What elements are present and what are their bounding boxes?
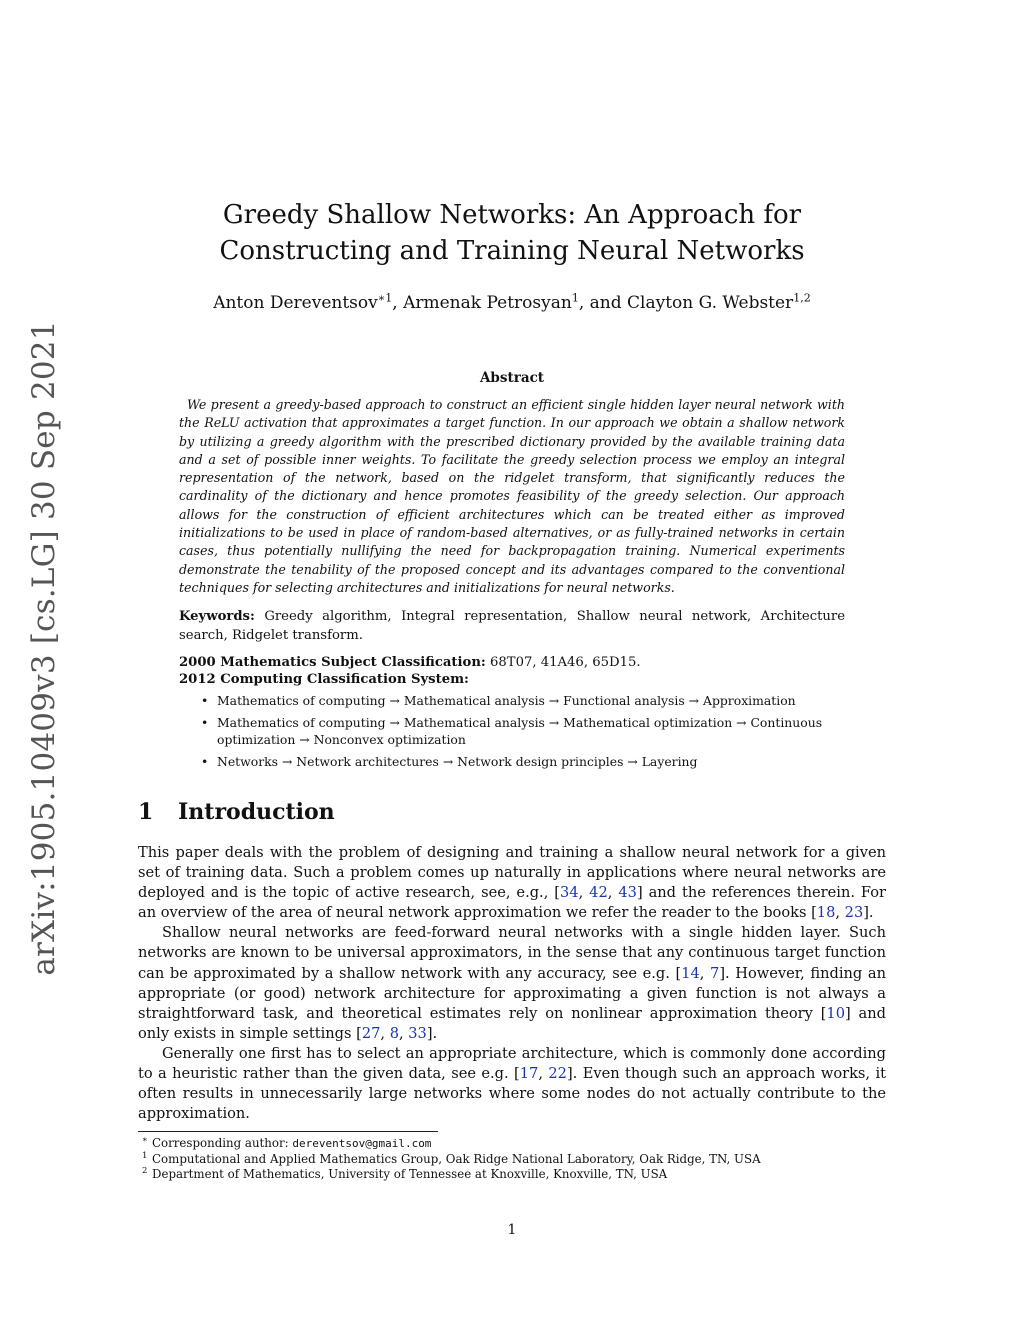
msc-line: [179, 654, 845, 671]
citation-link[interactable]: 34: [559, 884, 579, 902]
keywords-text: Greedy algorithm, Integral representation, Shallow neural network, Architecture search, Ridgelet transform.: [179, 609, 845, 643]
paragraph: Shallow neural networks are feed-forward neural networks with a single hidden layer. Such networks are known to be universal approximators, in the sense that any continuous target function can be approximated by a shallow network with any accuracy, see e.g. [14, 7]. However, finding an appropriate (or good) network architecture for approximating a given function is not always a straightforward task, and theoretical estimates rely on nonlinear approximation theory [10] and only exists in simple settings [27, 8, 33].: [138, 924, 887, 1042]
citation-link[interactable]: 23: [844, 904, 864, 922]
citation-link[interactable]: 43: [618, 884, 637, 902]
author-email[interactable]: dereventsov@gmail.com: [292, 1137, 432, 1150]
abstract-heading: Abstract: [479, 370, 545, 386]
citation-link[interactable]: 27: [361, 1024, 381, 1042]
footnote-affiliation-2: 2 Department of Mathematics, University of Tennessee at Knoxville, Knoxville, TN, USA: [142, 1166, 668, 1181]
footnote-affiliation-1: 1 Computational and Applied Mathematics Group, Oak Ridge National Laboratory, Oak Ridge, TN, USA: [142, 1150, 761, 1166]
paper-title: [0, 197, 1024, 269]
abstract-text: We present a greedy-based approach to construct an efficient single hidden layer neural network with the ReLU activation that approximates a target function. In our approach we obtain a shallow network by utilizing a greedy algorithm with the prescribed dictionary provided by the available training data and a set of possible inner weights. To facilitate the greedy selection process we employ an integral representation of the network, based on the ridgelet transform, that significantly reduces the cardinality of the dictionary and hence promotes feasibility of the greedy selection. Our approach allows for the construction of efficient architectures which can be treated either as improved initializations to be used in place of random-based alternatives, or as fully-trained networks in certain cases, thus potentially nullifying the need for backpropagation training. Numerical experiments demonstrate the tenability of the proposed concept and its advantages compared to the conventional techniques for selecting architectures and initializations for neural networks.: [179, 397, 845, 595]
keywords: [179, 607, 845, 645]
author-affiliation-mark: ∗1: [377, 291, 393, 305]
footnote-corresponding: ∗ Corresponding author: dereventsov@gmail.com: [142, 1135, 432, 1150]
paragraph: This paper deals with the problem of designing and training a shallow neural network for a given set of training data. Such a problem comes up naturally in applications where neural networks are deployed and is the topic of active research, see, e.g., [34, 42, 43] and the references therein. For an overview of the area of neural network approximation we refer the reader to the books [18, 23].: [138, 844, 887, 922]
bullet: •: [201, 715, 209, 730]
author-name: Clayton G. Webster: [627, 293, 794, 313]
bullet: •: [201, 753, 209, 769]
author-name: Armenak Petrosyan: [403, 293, 572, 313]
msc-codes: 68T07, 41A46, 65D15.: [490, 655, 641, 670]
citation-link[interactable]: 22: [548, 1065, 567, 1083]
author-separator: , and: [578, 293, 628, 313]
msc-label: 2000 Mathematics Subject Classification:: [179, 655, 486, 670]
author-list: [0, 290, 1024, 316]
footnotes: [142, 1135, 892, 1183]
paragraph: Generally one first has to select an appropriate architecture, which is commonly done according to a heuristic rather than the given data, see e.g. [17, 22]. Even though such an approach works, it often results in unnecessarily large networks where some nodes do not actually contribute to the approximation.: [138, 1044, 886, 1123]
section-title: Introduction: [178, 799, 335, 825]
footnote-mark: ∗: [142, 1135, 148, 1145]
citation-link[interactable]: 8: [389, 1024, 399, 1042]
bullet: •: [201, 693, 209, 708]
author-name: Anton Dereventsov: [213, 293, 378, 313]
arxiv-identifier: arXiv:1905.10409v3 [cs.LG] 30 Sep 2021: [26, 320, 62, 976]
citation-link[interactable]: 10: [826, 1004, 845, 1022]
keywords-label: Keywords:: [179, 609, 255, 624]
author-affiliation-mark: 1,2: [793, 291, 811, 305]
citation-link[interactable]: 33: [408, 1024, 427, 1042]
citation-link[interactable]: 17: [519, 1065, 539, 1083]
author-separator: ,: [392, 293, 404, 313]
footnote-mark: 2: [142, 1166, 148, 1176]
classification-block: [179, 654, 845, 688]
citation-link[interactable]: 14: [681, 964, 700, 982]
citation-link[interactable]: 7: [710, 964, 720, 982]
list-item: • Mathematics of computing → Mathematical analysis → Mathematical optimization → Continuous optimization → Nonconvex optimization: [201, 715, 823, 747]
section-number: 1: [138, 799, 154, 825]
title-line-1: Greedy Shallow Networks: An Approach for: [222, 200, 802, 230]
section-heading: [138, 799, 335, 825]
footnote-mark: 1: [142, 1150, 148, 1161]
ccs-list: [199, 693, 847, 776]
author-affiliation-mark: 1: [571, 291, 579, 305]
citation-link[interactable]: 18: [816, 904, 836, 922]
ccs-heading: 2012 Computing Classification System:: [179, 672, 469, 687]
title-line-2: Constructing and Training Neural Networks: [219, 236, 805, 266]
footnote-divider: [138, 1131, 438, 1132]
citation-link[interactable]: 42: [589, 884, 608, 902]
page-number: 1: [507, 1222, 517, 1238]
body-text: [138, 843, 886, 1124]
list-item: • Mathematics of computing → Mathematical analysis → Functional analysis → Approximation: [201, 693, 796, 708]
list-item: • Networks → Network architectures → Network design principles → Layering: [201, 753, 698, 769]
